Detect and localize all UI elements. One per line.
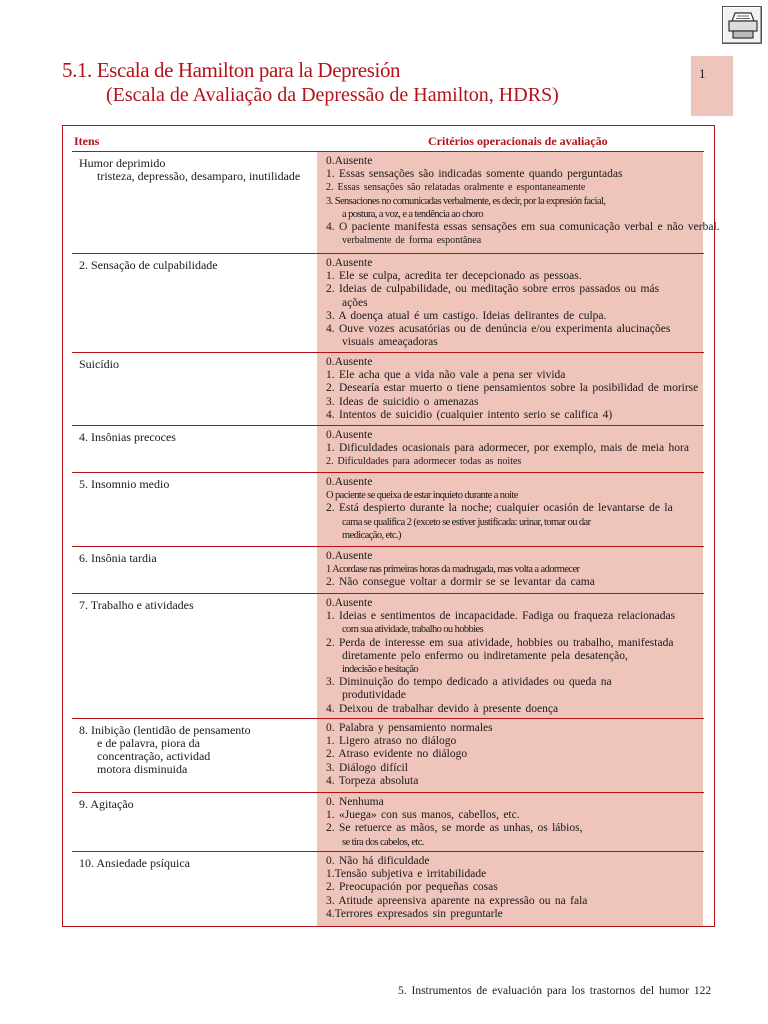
criteria-item: 1. Dificuldades ocasionais para adormecer, por exemplo, mais de meia hora [326,442,689,455]
item-cell [79,259,309,272]
criteria-item: 1. Ele se culpa, acredita ter decepcionado as pessoas. [326,270,582,283]
criteria-item: visuais ameaçadoras [342,336,438,349]
criteria-item: 0.Ausente [326,597,373,609]
item-cell [79,798,309,811]
header-criterios: Critérios operacionais de avaliação [428,134,608,148]
criteria-item: 4. O paciente manifesta essas sensações em sua comunicação verbal e não verbal. [326,221,720,234]
criteria-item: 3. Diálogo difícil [326,761,408,774]
criteria-item: 2. Atraso evidente no diálogo [326,748,468,761]
item-cell [79,431,309,444]
item-label: 6. Insônia tardia [79,551,157,565]
criteria-item: 0. Nenhuma [326,796,384,808]
criteria-item: diretamente pelo enfermo ou indiretamente pela desatenção, [342,649,628,662]
criteria-item: 4. Torpeza absoluta [326,774,419,787]
criteria-item: 3. Sensaciones no comunicadas verbalmente, es decir, por la expresión facial, [326,195,606,207]
criteria-item: 0.Ausente [326,356,373,368]
criteria-list [326,796,768,849]
page-subtitle: (Escala de Avaliação da Depressão de Hamilton, HDRS) [106,84,559,106]
criteria-list [326,855,768,921]
criteria-item: 3. A doença atual é um castigo. Ideias delirantes de culpa. [326,309,607,322]
criteria-list [326,597,768,716]
item-label: 8. Inibição (lentidão de pensamento [79,723,251,737]
page-title: 5.1. Escala de Hamilton para la Depresión [62,58,401,82]
page-number: 1 [699,66,706,81]
item-label: 4. Insônias precoces [79,430,176,444]
table-row [72,473,704,547]
item-cell [79,724,309,776]
criteria-item: se tira dos cabelos, etc. [342,836,424,848]
table-row [72,254,704,353]
criteria-item: a postura, a voz, e a tendência ao choro [342,208,484,220]
table-row [72,852,704,926]
criteria-item: medicação, etc.) [342,529,401,541]
item-cell [79,358,309,371]
criteria-item: 2. Desearía estar muerto o tiene pensamientos sobre la posibilidad de morirse [326,382,699,395]
criteria-item: 3. Atitude apreensiva aparente na expressão ou na fala [326,894,588,907]
criteria-item: 4. Ouve vozes acusatórias ou de denúncia e/ou experimenta alucinações [326,323,671,336]
criteria-item: indecisão e hesitação [342,664,419,676]
criteria-item: 0.Ausente [326,429,373,441]
item-cell [79,478,309,491]
table-row [72,426,704,473]
page-number-box [691,56,733,116]
criteria-item: 0.Ausente [326,155,373,167]
criteria-list [326,550,768,590]
criteria-item: 4. Deixou de trabalhar devido à presente doença [326,702,559,715]
table-row [72,152,720,254]
item-label: 2. Sensação de culpabilidade [79,258,218,272]
item-label: Humor deprimido [79,156,166,170]
header-itens: Itens [74,134,100,148]
criteria-list [326,356,768,422]
table-row [72,719,704,793]
criteria-item: 0.Ausente [326,257,373,269]
criteria-item: 4. Intentos de suicidio (cualquier intento serio se califica 4) [326,408,613,421]
table-header [72,133,704,152]
print-button[interactable] [722,6,762,44]
criteria-list [326,257,768,349]
item-cell [79,599,309,612]
criteria-item: 2. Ideias de culpabilidade, ou meditação sobre erros passados ou más [326,283,660,296]
criteria-item: 2. Preocupación por pequeñas cosas [326,881,498,894]
table-row [72,547,704,594]
criteria-item: ações [342,296,368,309]
criteria-item: 1. Ideias e sentimentos de incapacidade. Fadiga ou fraqueza relacionadas [326,610,676,623]
criteria-item: 1. Ligero atraso no diálogo [326,735,457,748]
printer-icon [727,11,759,41]
criteria-item: 2. Dificuldades para adormecer todas as noites [326,456,522,468]
criteria-item: 2. Não consegue voltar a dormir se se levantar da cama [326,576,595,589]
criteria-item: 2. Perda de interesse em sua atividade, hobbies ou trabalho, manifestada [326,636,674,649]
item-label: 10. Ansiedade psíquica [79,856,190,870]
item-cell [79,157,309,183]
criteria-item: produtividade [342,689,406,702]
page-footer: 5. Instrumentos de evaluación para los trastornos del humor 122 [398,985,712,997]
item-label: Suicídio [79,357,120,371]
criteria-item: 1. Essas sensações são indicadas somente quando perguntadas [326,168,623,181]
criteria-item: 2. Está despierto durante la noche; cualquier ocasión de levantarse de la [326,502,673,515]
item-label: 7. Trabalho e atividades [79,598,194,612]
criteria-list [326,476,768,542]
criteria-item: 2. Essas sensações são relatadas oralmente e espontaneamente [326,182,586,194]
item-sublabel: tristeza, depressão, desamparo, inutilidade [97,169,301,183]
criteria-item: verbalmente de forma espontânea [342,235,482,247]
criteria-item: com sua atividade, trabalho ou hobbies [342,624,484,636]
criteria-item: 0. Palabra y pensamiento normales [326,722,493,734]
criteria-item: 0.Ausente [326,550,373,562]
criteria-list [326,155,768,247]
criteria-item: 1. Ele acha que a vida não vale a pena ser vivida [326,369,566,382]
table-row [72,353,704,426]
criteria-item: 1.Tensão subjetiva e irritabilidade [326,868,487,881]
criteria-item: 3. Diminuição do tempo dedicado a atividades ou queda na [326,676,612,689]
criteria-item: 4.Terrores expresados sin preguntarle [326,907,503,920]
item-cell [79,552,309,565]
criteria-item: 2. Se retuerce as mãos, se morde as unhas, os lábios, [326,822,583,835]
item-sublabel: e de palavra, piora da concentração, actividad motora disminuida [97,736,211,776]
criteria-list [326,722,768,788]
criteria-item: 1 Acordase nas primeiras horas da madrugada, mas volta a adormecer [326,564,580,576]
criteria-item: 0.Ausente [326,476,373,488]
item-label: 9. Agitação [79,797,134,811]
criteria-item: O paciente se queixa de estar inquieto durante a noite [326,490,518,502]
criteria-list [326,429,768,469]
item-cell [79,857,309,870]
criteria-item: 1. «Juega» con sus manos, cabellos, etc. [326,809,520,822]
table-row [72,594,704,719]
table-row [72,793,704,852]
criteria-item: cama se qualifica 2 (exceto se estiver justificada: urinar, tomar ou dar [342,516,591,528]
criteria-item: 3. Ideas de suicidio o amenazas [326,395,479,408]
item-label: 5. Insomnio medio [79,477,170,491]
criteria-item: 0. Não há dificuldade [326,855,430,867]
